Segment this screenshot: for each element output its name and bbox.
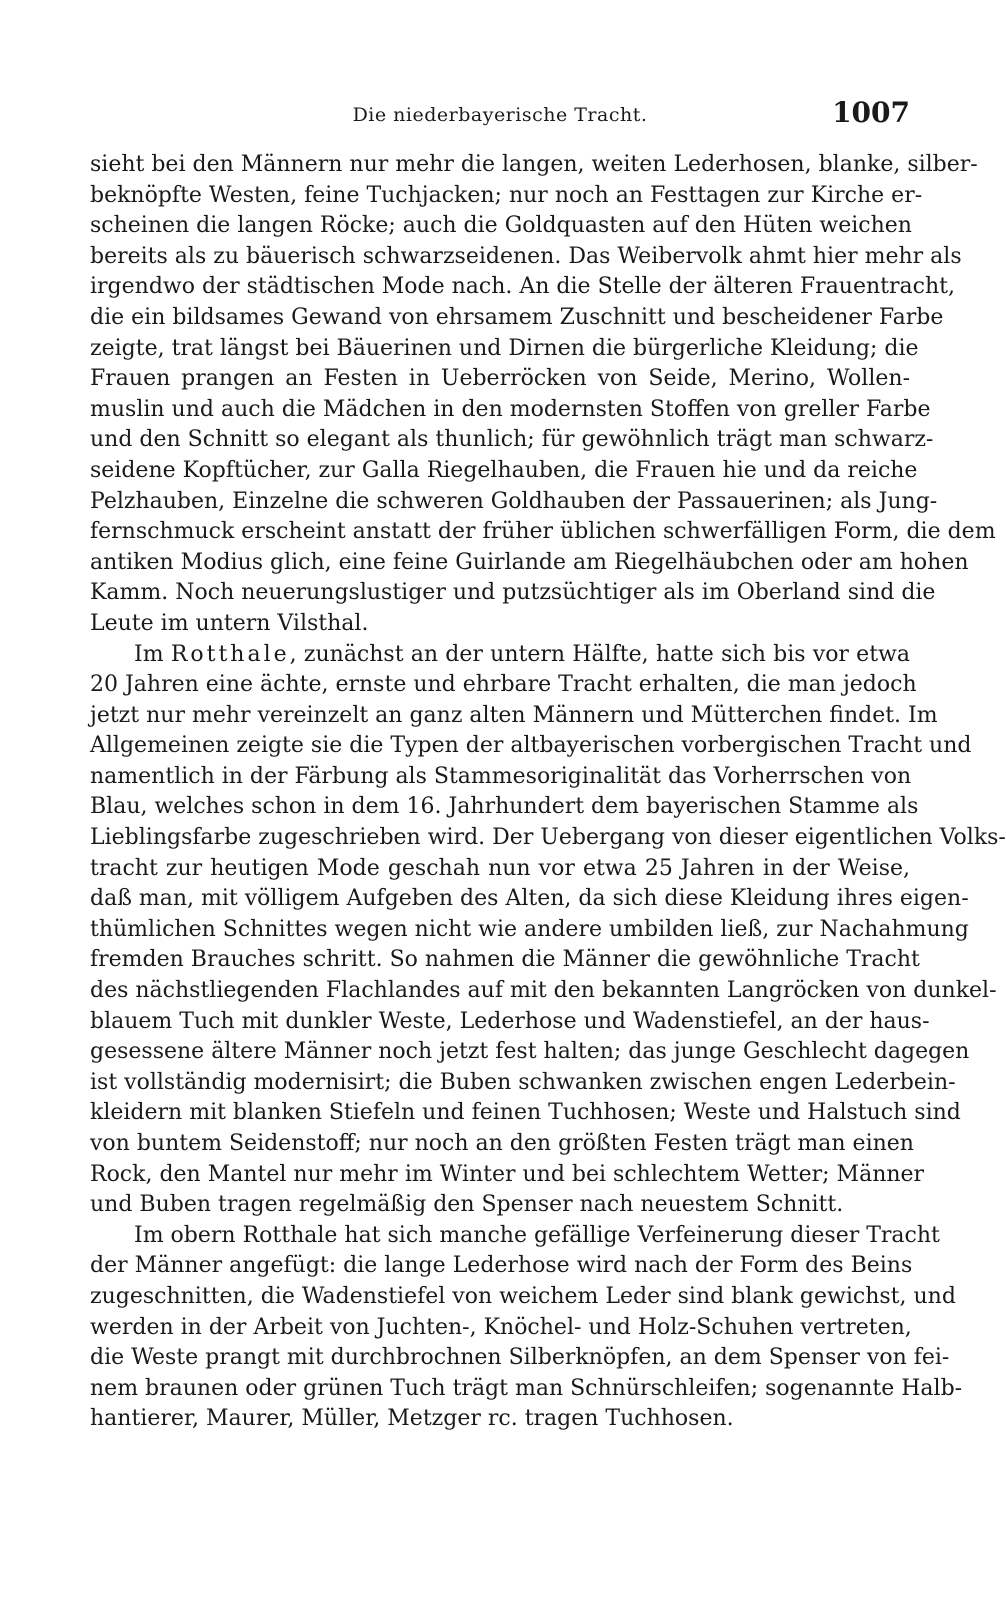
text-line: daß man, mit völligem Aufgeben des Alten, da sich diese Kleidung ihres eigen- xyxy=(90,886,969,912)
text-line: jetzt nur mehr vereinzelt an ganz alten Männern und Mütterchen findet. Im xyxy=(90,702,938,728)
text-line: beknöpfte Westen, feine Tuchjacken; nur noch an Festtagen zur Kirche er- xyxy=(90,182,923,208)
paragraph-3 xyxy=(90,1221,963,1435)
text-line: thümlichen Schnittes wegen nicht wie andere umbilden ließ, zur Nachahmung xyxy=(90,916,969,942)
text-line: Leute im untern Vilsthal. xyxy=(90,610,369,636)
text-line: gesessene ältere Männer noch jetzt fest halten; das junge Geschlecht dagegen xyxy=(90,1039,970,1065)
text-line: seidene Kopftücher, zur Galla Riegelhauben, die Frauen hie und da reiche xyxy=(90,457,918,483)
text-line: der Männer angefügt: die lange Lederhose wird nach der Form des Beins xyxy=(90,1253,913,1279)
running-title: Die niederbayerische Tracht. xyxy=(352,104,648,126)
text-line: Kamm. Noch neuerungslustiger und putzsüchtiger als im Oberland sind die xyxy=(90,580,936,606)
line-rest: , zunächst an der untern Hälfte, hatte sich bis vor etwa xyxy=(289,641,910,667)
text-line: des nächstliegenden Flachlandes auf mit den bekannten Langröcken von dunkel- xyxy=(90,978,997,1004)
lead-word: Im xyxy=(134,641,164,667)
text-line: und Buben tragen regelmäßig den Spenser nach neuestem Schnitt. xyxy=(90,1192,844,1218)
text-line: Blau, welches schon in dem 16. Jahrhundert dem bayerischen Stamme als xyxy=(90,794,919,820)
paragraph-2 xyxy=(90,640,1006,1221)
text-line: Allgemeinen zeigte sie die Typen der altbayerischen vorbergischen Tracht und xyxy=(90,733,972,759)
text-line: zugeschnitten, die Wadenstiefel von weichem Leder sind blank gewichst, und xyxy=(90,1283,956,1309)
body-text xyxy=(90,150,1006,1435)
text-line: 20 Jahren eine ächte, ernste und ehrbare Tracht erhalten, die man jedoch xyxy=(90,672,917,698)
text-line: ist vollständig modernisirt; die Buben schwanken zwischen engen Lederbein- xyxy=(90,1069,956,1095)
text-line: hantierer, Maurer, Müller, Metzger rc. tragen Tuchhosen. xyxy=(90,1406,734,1432)
text-line: Lieblingsfarbe zugeschrieben wird. Der Uebergang von dieser eigentlichen Volks- xyxy=(90,825,1006,851)
text-line: namentlich in der Färbung als Stammesoriginalität das Vorherrschen von xyxy=(90,763,912,789)
text-line: kleidern mit blanken Stiefeln und feinen Tuchhosen; Weste und Halstuch sind xyxy=(90,1100,961,1126)
text-line: Frauen prangen an Festen in Ueberröcken von Seide, Merino, Wollen- xyxy=(90,366,910,392)
book-page xyxy=(90,96,1006,1526)
text-line: die Weste prangt mit durchbrochnen Silberknöpfen, an dem Spenser von fei- xyxy=(90,1345,950,1371)
text-line: fernschmuck erscheint anstatt der früher üblichen schwerfälligen Form, die dem xyxy=(90,519,996,545)
text-line: Im obern Rotthale hat sich manche gefällige Verfeinerung dieser Tracht xyxy=(134,1222,940,1248)
text-line: muslin und auch die Mädchen in den modernsten Stoffen von greller Farbe xyxy=(90,396,931,422)
text-line-first xyxy=(90,640,910,671)
text-line: Rock, den Mantel nur mehr im Winter und bei schlechtem Wetter; Männer xyxy=(90,1161,925,1187)
text-line: von buntem Seidenstoff; nur noch an den größten Festen trägt man einen xyxy=(90,1131,914,1156)
text-line: antiken Modius glich, eine feine Guirlande am Riegelhäubchen oder am hohen xyxy=(90,549,969,575)
text-line: bereits als zu bäuerisch schwarzseidenen. Das Weibervolk ahmt hier mehr als xyxy=(90,243,962,269)
spaced-place-name: Rotthale xyxy=(170,641,290,667)
running-head xyxy=(90,96,910,136)
text-line: und den Schnitt so elegant als thunlich; für gewöhnlich trägt man schwarz- xyxy=(90,427,934,453)
text-line: fremden Brauches schritt. So nahmen die Männer die gewöhnliche Tracht xyxy=(90,947,920,973)
text-line: zeigte, trat längst bei Bäuerinen und Dirnen die bürgerliche Kleidung; die xyxy=(90,335,919,361)
text-line: scheinen die langen Röcke; auch die Goldquasten auf den Hüten weichen xyxy=(90,213,912,239)
text-line: die ein bildsames Gewand von ehrsamem Zuschnitt und bescheidener Farbe xyxy=(90,304,944,330)
text-line: nem braunen oder grünen Tuch trägt man Schnürschleifen; sogenannte Halb- xyxy=(90,1375,963,1401)
paragraph-1 xyxy=(90,150,996,640)
text-line: sieht bei den Männern nur mehr die langen, weiten Lederhosen, blanke, silber- xyxy=(90,152,978,177)
text-line: irgendwo der städtischen Mode nach. An die Stelle der älteren Frauentracht, xyxy=(90,274,955,300)
text-line: blauem Tuch mit dunkler Weste, Lederhose und Wadenstiefel, an der haus- xyxy=(90,1008,930,1034)
text-line: Pelzhauben, Einzelne die schweren Goldhauben der Passauerinen; als Jung- xyxy=(90,488,938,514)
text-line: tracht zur heutigen Mode geschah nun vor etwa 25 Jahren in der Weise, xyxy=(90,855,910,881)
page-number: 1007 xyxy=(832,96,910,129)
text-line: werden in der Arbeit von Juchten-, Knöchel- und Holz-Schuhen vertreten, xyxy=(90,1314,912,1340)
